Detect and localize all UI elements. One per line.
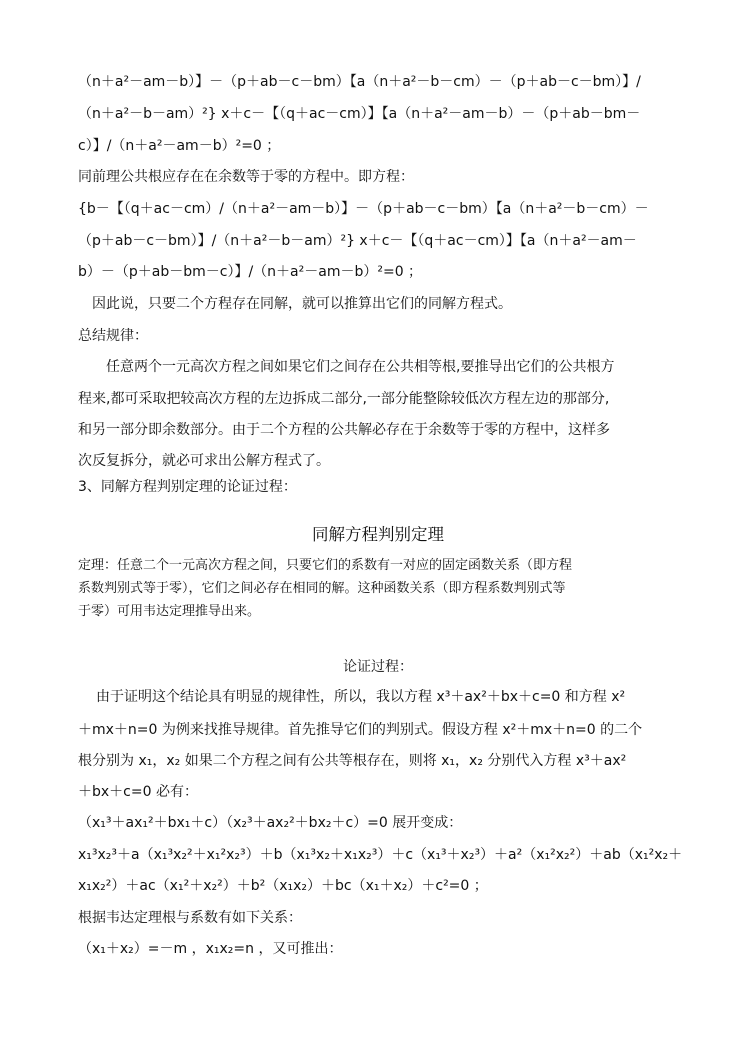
theorem-line: 系数判别式等于零），它们之间必存在相同的解。这种函数关系（即方程系数判别式等 [78, 581, 566, 596]
proof-line: 由于证明这个结论具有明显的规律性，所以，我以方程 x³＋ax²＋bx＋c=0 和方程 x² [96, 689, 626, 705]
section-heading: 3、同解方程判别定理的论证过程： [78, 479, 297, 495]
equation-line-3: c）】/（n＋a²－am－b）²=0 ； [78, 138, 281, 154]
equation-line-4: {b－【（q＋ac－cm）/（n＋a²－am－b）】－（p＋ab－c－bm）【a（n＋a²－b－cm）－ [78, 201, 649, 217]
proof-line: （x₁＋x₂）=－m ，x₁x₂=n ，又可推出： [78, 941, 343, 957]
equation-line-2: （n＋a²－b－am）²} x＋c－【（q＋ac－cm）】【a（n＋a²－am－b）－（p＋ab－bm－ [78, 106, 641, 122]
section-heading: 总结规律： [78, 328, 148, 344]
equation-line-6: b）－（p＋ab－bm－c）】/（n＋a²－am－b）²=0 ； [78, 264, 423, 280]
proof-line: ＋mx＋n=0 为例来找推导规律。首先推导它们的判别式。假设方程 x²＋mx＋n=0 的二个 [78, 722, 643, 738]
theorem-line: 于零）可用韦达定理推导出来。 [78, 604, 261, 619]
text-line: 因此说，只要二个方程存在同解，就可以推算出它们的同解方程式。 [92, 296, 512, 312]
proof-heading: 论证过程： [343, 659, 413, 675]
expansion-line-1: x₁³x₂³＋a（x₁³x₂²＋x₁²x₂³）＋b（x₁³x₂＋x₁x₂³）＋c（x₁³＋x₂³）＋a²（x₁²x₂²）＋ab（x₁²x₂＋ [78, 847, 683, 863]
paragraph-line: 任意两个一元高次方程之间如果它们之间存在公共相等根,要推导出它们的公共根方 [106, 359, 615, 375]
proof-line: ＋bx＋c=0 必有： [78, 784, 198, 800]
theorem-title: 同解方程判别定理 [312, 525, 444, 544]
paragraph-line: 次反复拆分，就必可求出公解方程式了。 [78, 453, 330, 469]
proof-line: 根据韦达定理根与系数有如下关系： [78, 910, 302, 926]
equation-line-1: （n＋a²－am－b）】－（p＋ab－c－bm）【a（n＋a²－b－cm）－（p＋ab－c－bm）】/ [78, 74, 641, 90]
proof-line: 根分别为 x₁，x₂ 如果二个方程之间有公共等根存在，则将 x₁，x₂ 分别代入方程 x³＋ax² [78, 753, 627, 769]
equation-line-5: （p＋ab－c－bm）】/（n＋a²－b－am）²} x＋c－【（q＋ac－cm）】【a（n＋a²－am－ [78, 233, 637, 249]
theorem-line: 定理：任意二个一元高次方程之间，只要它们的系数有一对应的固定函数关系（即方程 [78, 558, 573, 573]
expansion-line-2: x₁x₂²）＋ac（x₁²＋x₂²）＋b²（x₁x₂）＋bc（x₁＋x₂）＋c²=0 ； [78, 878, 488, 894]
paragraph-line: 和另一部分即余数部分。由于二个方程的公共解必存在于余数等于零的方程中，这样多 [78, 422, 610, 438]
text-line: 同前理公共根应存在在余数等于零的方程中。即方程： [78, 169, 414, 185]
paragraph-line: 程来,都可采取把较高次方程的左边拆成二部分,一部分能整除较低次方程左边的那部分, [78, 391, 610, 407]
proof-line: （x₁³＋ax₁²＋bx₁＋c）（x₂³＋ax₂²＋bx₂＋c）=0 展开变成： [78, 815, 463, 831]
